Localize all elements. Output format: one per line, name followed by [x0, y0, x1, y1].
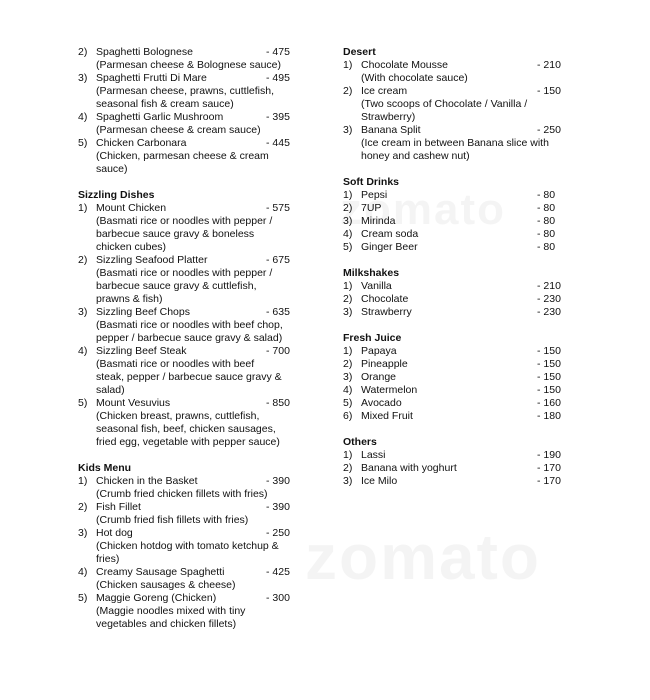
item-name: Spaghetti Bolognese	[96, 46, 193, 58]
item-number: 2)	[343, 293, 353, 305]
right-column	[343, 46, 575, 501]
menu-item-row	[78, 202, 330, 215]
item-price: - 250	[537, 124, 561, 136]
item-price: - 160	[537, 397, 561, 409]
menu-section-desert	[343, 46, 575, 163]
item-price: - 150	[537, 85, 561, 97]
menu-item	[78, 202, 330, 254]
menu-item-row	[343, 462, 575, 475]
menu-item	[78, 111, 330, 137]
menu-item-row	[343, 202, 575, 215]
menu-item-row	[343, 241, 575, 254]
item-price: - 230	[537, 293, 561, 305]
section-title: Others	[343, 436, 377, 448]
item-name: Lassi	[361, 449, 386, 461]
item-description: sauce)	[96, 163, 128, 175]
menu-item	[78, 46, 330, 72]
menu-item-row	[78, 501, 330, 514]
item-description: (Maggie noodles mixed with tiny	[96, 605, 246, 617]
menu-item	[78, 501, 330, 527]
item-number: 6)	[343, 410, 353, 422]
menu-item	[343, 189, 575, 202]
item-price: - 495	[266, 72, 290, 84]
item-name: Mixed Fruit	[361, 410, 413, 422]
item-price: - 210	[537, 59, 561, 71]
menu-item	[343, 397, 575, 410]
item-number: 1)	[343, 59, 353, 71]
menu-item-row	[78, 137, 330, 150]
menu-item	[343, 358, 575, 371]
item-price: - 80	[537, 202, 556, 214]
menu-item-row	[343, 228, 575, 241]
item-name: Vanilla	[361, 280, 392, 292]
menu-item-row	[78, 527, 330, 540]
item-description: (Basmati rice or noodles with pepper /	[96, 267, 273, 279]
menu-item	[343, 228, 575, 241]
item-number: 5)	[78, 592, 88, 604]
item-name: Chocolate	[361, 293, 409, 305]
menu-item-row	[78, 566, 330, 579]
item-number: 1)	[343, 345, 353, 357]
item-number: 1)	[343, 280, 353, 292]
item-name: Chicken Carbonara	[96, 137, 187, 149]
item-number: 3)	[78, 72, 88, 84]
item-number: 1)	[343, 449, 353, 461]
item-description: (Basmati rice or noodles with beef	[96, 358, 255, 370]
section-title: Desert	[343, 46, 376, 58]
item-description: fried egg, vegetable with pepper sauce)	[96, 436, 280, 448]
item-price: - 180	[537, 410, 561, 422]
item-description: (Parmesan cheese, prawns, cuttlefish,	[96, 85, 274, 97]
item-price: - 390	[266, 475, 290, 487]
menu-item	[78, 306, 330, 345]
item-price: - 250	[266, 527, 290, 539]
item-price: - 170	[537, 462, 561, 474]
item-name: Ginger Beer	[361, 241, 418, 253]
item-number: 2)	[343, 358, 353, 370]
item-name: Spaghetti Frutti Di Mare	[96, 72, 207, 84]
item-number: 5)	[343, 397, 353, 409]
item-price: - 675	[266, 254, 290, 266]
menu-section-others	[343, 436, 575, 488]
menu-item-row	[343, 371, 575, 384]
section-title: Sizzling Dishes	[78, 189, 155, 201]
item-name: Creamy Sausage Spaghetti	[96, 566, 225, 578]
item-number: 4)	[343, 384, 353, 396]
menu-item	[78, 137, 330, 176]
menu-item	[78, 254, 330, 306]
item-name: Ice cream	[361, 85, 408, 97]
menu-item	[78, 345, 330, 397]
item-name: Banana Split	[361, 124, 421, 136]
menu-item-row	[343, 59, 575, 72]
section-title: Milkshakes	[343, 267, 400, 279]
item-price: - 700	[266, 345, 290, 357]
menu-item	[343, 293, 575, 306]
item-number: 4)	[78, 345, 88, 357]
menu-item-row	[343, 410, 575, 423]
item-number: 3)	[343, 215, 353, 227]
menu-item	[343, 475, 575, 488]
menu-item-row	[343, 384, 575, 397]
menu-item	[343, 124, 575, 163]
section-title: Soft Drinks	[343, 176, 400, 188]
menu-item-row	[78, 111, 330, 124]
item-description: (Parmesan cheese & cream sauce)	[96, 124, 261, 136]
item-price: - 150	[537, 371, 561, 383]
menu-section-soft-drinks	[343, 176, 575, 254]
menu-item	[343, 241, 575, 254]
menu-item	[343, 202, 575, 215]
item-number: 5)	[78, 397, 88, 409]
item-description: (Parmesan cheese & Bolognese sauce)	[96, 59, 282, 71]
item-name: Hot dog	[96, 527, 133, 539]
menu-item-row	[343, 189, 575, 202]
menu-item	[343, 371, 575, 384]
item-description: seasonal fish & cream sauce)	[96, 98, 234, 110]
menu-item-row	[343, 475, 575, 488]
item-price: - 210	[537, 280, 561, 292]
menu-item-row	[78, 475, 330, 488]
item-number: 3)	[78, 527, 88, 539]
item-name: Strawberry	[361, 306, 412, 318]
menu-item	[343, 384, 575, 397]
item-name: Mirinda	[361, 215, 396, 227]
item-number: 3)	[343, 124, 353, 136]
menu-item	[343, 59, 575, 85]
item-name: Banana with yoghurt	[361, 462, 457, 474]
item-description: prawns & fish)	[96, 293, 163, 305]
item-number: 2)	[78, 501, 88, 513]
section-title: Kids Menu	[78, 462, 132, 474]
item-name: Sizzling Seafood Platter	[96, 254, 208, 266]
item-number: 3)	[343, 306, 353, 318]
menu-item-row	[343, 345, 575, 358]
item-number: 2)	[78, 254, 88, 266]
item-description: (Chicken hotdog with tomato ketchup &	[96, 540, 279, 552]
section-title: Fresh Juice	[343, 332, 402, 344]
item-name: Pepsi	[361, 189, 388, 201]
item-description: honey and cashew nut)	[361, 150, 470, 162]
menu-section-milkshakes	[343, 267, 575, 319]
item-number: 2)	[343, 462, 353, 474]
item-name: Maggie Goreng (Chicken)	[96, 592, 217, 604]
item-price: - 80	[537, 215, 556, 227]
item-price: - 425	[266, 566, 290, 578]
item-name: Pineapple	[361, 358, 408, 370]
item-description: (Ice cream in between Banana slice with	[361, 137, 549, 149]
item-price: - 475	[266, 46, 290, 58]
menu-section	[78, 46, 330, 176]
item-description: (With chocolate sauce)	[361, 72, 468, 84]
item-name: Cream soda	[361, 228, 419, 240]
item-description: Strawberry)	[361, 111, 416, 123]
item-description: (Basmati rice or noodles with beef chop,	[96, 319, 283, 331]
item-price: - 575	[266, 202, 290, 214]
item-description: seasonal fish, beef, chicken sausages,	[96, 423, 276, 435]
menu-section-kids-menu	[78, 462, 330, 631]
item-name: Chicken in the Basket	[96, 475, 198, 487]
menu-item-row	[343, 85, 575, 98]
menu-item-row	[78, 345, 330, 358]
menu-item	[343, 280, 575, 293]
item-price: - 445	[266, 137, 290, 149]
menu-item-row	[343, 293, 575, 306]
item-description: fries)	[96, 553, 120, 565]
menu-section-sizzling-dishes	[78, 189, 330, 449]
item-number: 1)	[78, 202, 88, 214]
item-price: - 150	[537, 358, 561, 370]
item-name: Ice Milo	[361, 475, 398, 487]
item-price: - 80	[537, 241, 556, 253]
menu-item-row	[78, 306, 330, 319]
item-number: 5)	[343, 241, 353, 253]
item-price: - 395	[266, 111, 290, 123]
item-name: Mount Vesuvius	[96, 397, 171, 409]
left-column	[78, 46, 330, 644]
item-description: barbecue sauce gravy & cuttlefish,	[96, 280, 257, 292]
item-price: - 300	[266, 592, 290, 604]
item-number: 4)	[78, 111, 88, 123]
item-name: Fish Fillet	[96, 501, 141, 513]
menu-item	[78, 566, 330, 592]
menu-item-row	[343, 280, 575, 293]
menu-item	[78, 397, 330, 449]
menu-item-row	[78, 592, 330, 605]
item-number: 4)	[343, 228, 353, 240]
menu-item	[78, 592, 330, 631]
item-price: - 150	[537, 384, 561, 396]
item-name: Avocado	[361, 397, 402, 409]
item-number: 2)	[343, 202, 353, 214]
menu-item-row	[78, 254, 330, 267]
item-price: - 635	[266, 306, 290, 318]
item-price: - 80	[537, 189, 556, 201]
menu-item	[78, 475, 330, 501]
item-description: (Chicken breast, prawns, cuttlefish,	[96, 410, 260, 422]
item-description: barbecue sauce gravy & boneless	[96, 228, 255, 240]
item-number: 2)	[343, 85, 353, 97]
menu-item	[343, 410, 575, 423]
item-number: 5)	[78, 137, 88, 149]
item-description: pepper / barbecue sauce gravy & salad)	[96, 332, 283, 344]
item-price: - 170	[537, 475, 561, 487]
menu-item	[343, 345, 575, 358]
item-name: Sizzling Beef Chops	[96, 306, 190, 318]
item-description: vegetables and chicken fillets)	[96, 618, 237, 630]
item-number: 3)	[78, 306, 88, 318]
item-number: 3)	[343, 371, 353, 383]
item-price: - 80	[537, 228, 556, 240]
item-price: - 850	[266, 397, 290, 409]
item-name: Mount Chicken	[96, 202, 167, 214]
menu-item	[343, 215, 575, 228]
watermark	[305, 520, 541, 594]
menu-item-row	[343, 397, 575, 410]
item-description: (Crumb fried fish fillets with fries)	[96, 514, 249, 526]
menu-item-row	[343, 215, 575, 228]
item-number: 3)	[343, 475, 353, 487]
menu-item	[343, 449, 575, 462]
menu-item	[343, 85, 575, 124]
item-description: (Basmati rice or noodles with pepper /	[96, 215, 273, 227]
menu-item-row	[78, 397, 330, 410]
menu-item-row	[343, 124, 575, 137]
menu-item	[78, 527, 330, 566]
menu-item	[78, 72, 330, 111]
menu-item-row	[343, 306, 575, 319]
item-description: (Chicken sausages & cheese)	[96, 579, 236, 591]
menu-item	[343, 462, 575, 475]
menu-item-row	[78, 72, 330, 85]
menu-item-row	[343, 358, 575, 371]
item-description: chicken cubes)	[96, 241, 167, 253]
item-name: 7UP	[361, 202, 382, 214]
item-name: Watermelon	[361, 384, 418, 396]
item-number: 1)	[78, 475, 88, 487]
menu-item-row	[343, 449, 575, 462]
item-price: - 190	[537, 449, 561, 461]
item-name: Orange	[361, 371, 397, 383]
item-description: steak, pepper / barbecue sauce gravy &	[96, 371, 282, 383]
item-number: 4)	[78, 566, 88, 578]
item-name: Spaghetti Garlic Mushroom	[96, 111, 224, 123]
item-number: 2)	[78, 46, 88, 58]
menu-item	[343, 306, 575, 319]
item-description: (Chicken, parmesan cheese & cream	[96, 150, 269, 162]
item-description: salad)	[96, 384, 125, 396]
item-description: (Crumb fried chicken fillets with fries)	[96, 488, 268, 500]
item-description: (Two scoops of Chocolate / Vanilla /	[361, 98, 528, 110]
item-number: 1)	[343, 189, 353, 201]
item-name: Sizzling Beef Steak	[96, 345, 187, 357]
item-price: - 230	[537, 306, 561, 318]
menu-section-fresh-juice	[343, 332, 575, 423]
menu-item-row	[78, 46, 330, 59]
item-price: - 390	[266, 501, 290, 513]
item-name: Papaya	[361, 345, 397, 357]
item-name: Chocolate Mousse	[361, 59, 448, 71]
item-price: - 150	[537, 345, 561, 357]
